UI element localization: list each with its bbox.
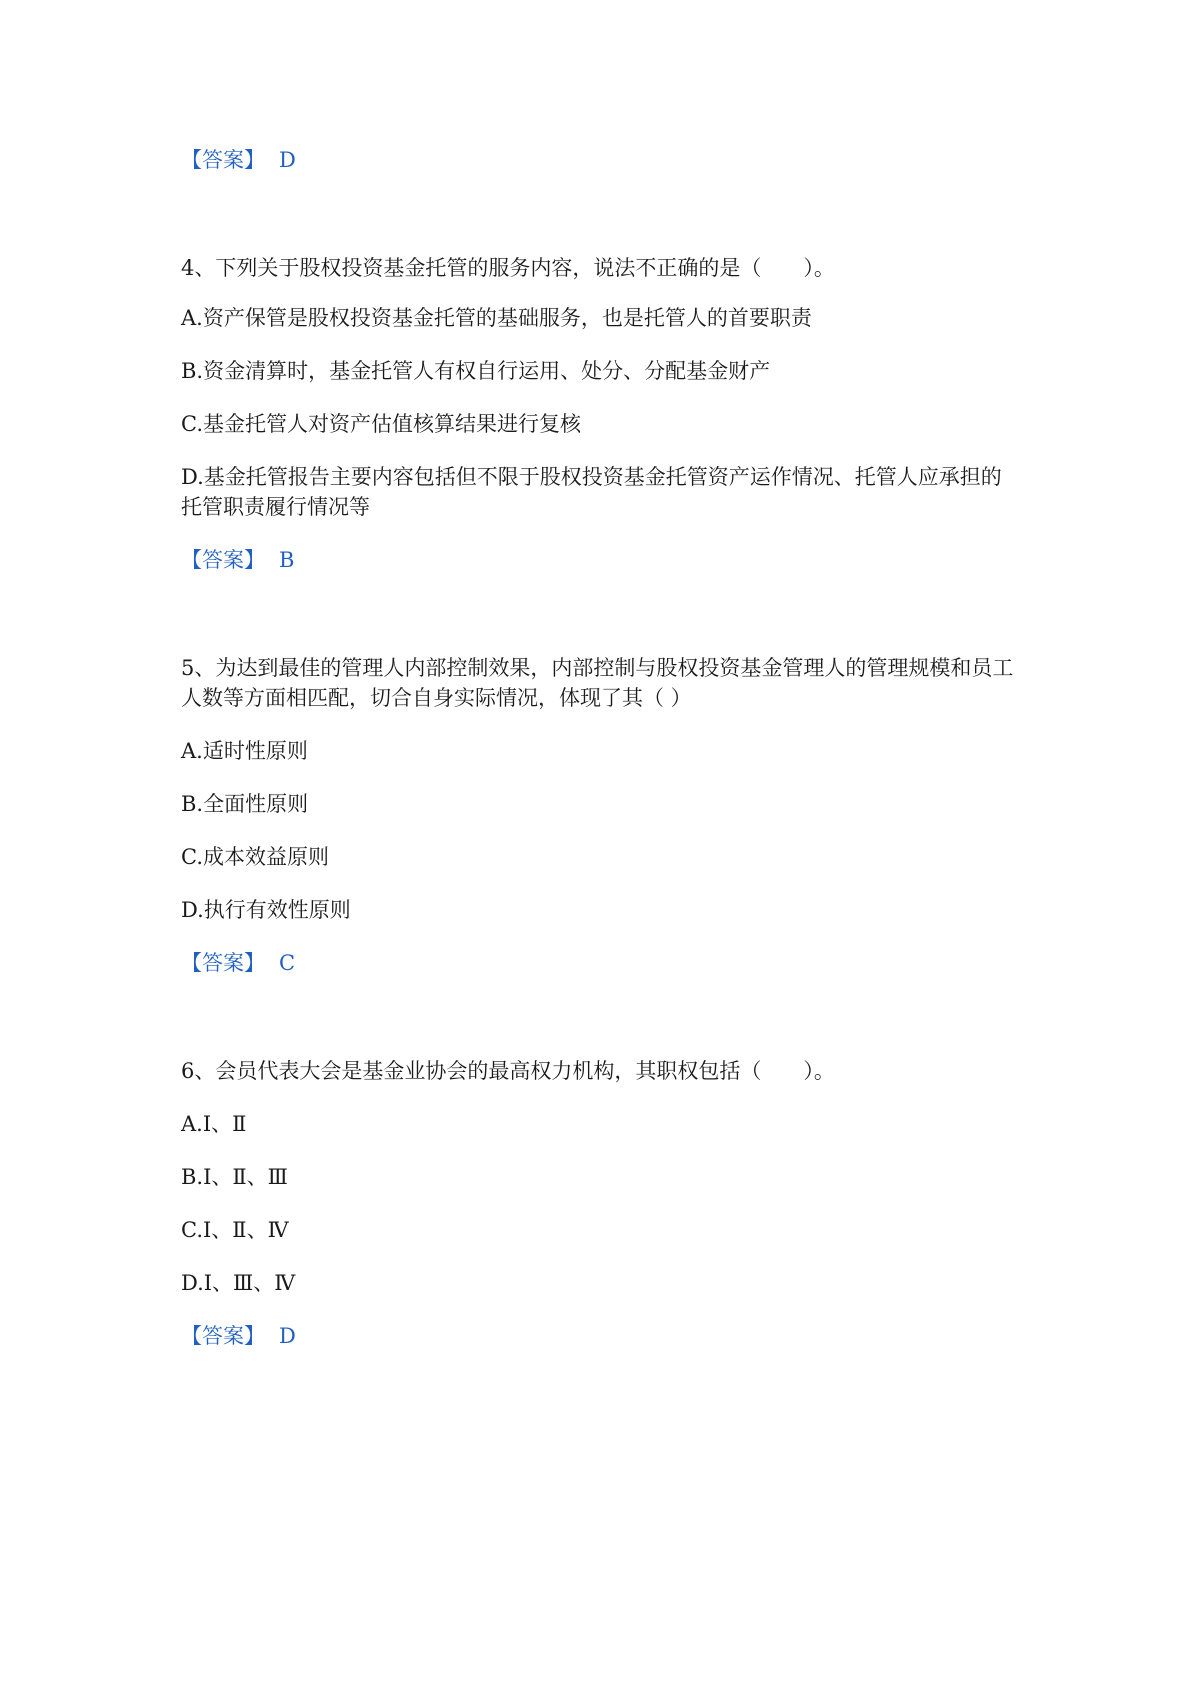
q5-option-c: C.成本效益原则 — [181, 845, 329, 869]
q5-option-d: D.执行有效性原则 — [181, 898, 351, 922]
answer-label: 【答案】 — [181, 148, 265, 172]
answer-value: B — [279, 548, 295, 572]
q4-option-b: B.资金清算时，基金托管人有权自行运用、处分、分配基金财产 — [181, 359, 771, 383]
answer-label: 【答案】 — [181, 1324, 265, 1348]
answer-line-q6 — [181, 1321, 296, 1351]
answer-line-q3 — [181, 145, 296, 175]
q4-option-a: A.资产保管是股权投资基金托管的基础服务，也是托管人的首要职责 — [181, 306, 812, 330]
answer-line-q5 — [181, 948, 295, 978]
q6-option-c: C.Ⅰ、Ⅱ、Ⅳ — [181, 1218, 289, 1242]
question-stem-4: 4、下列关于股权投资基金托管的服务内容，说法不正确的是（ ）。 — [181, 256, 835, 280]
q5-option-a: A.适时性原则 — [181, 739, 308, 763]
answer-value: D — [279, 1324, 296, 1348]
question-stem-6: 6、会员代表大会是基金业协会的最高权力机构，其职权包括（ ）。 — [181, 1059, 835, 1083]
answer-label: 【答案】 — [181, 548, 265, 572]
question-stem-5: 5、为达到最佳的管理人内部控制效果，内部控制与股权投资基金管理人的管理规模和员工人数等方面相匹配，切合自身实际情况，体现了其（ ） — [181, 656, 1014, 710]
q4-option-c: C.基金托管人对资产估值核算结果进行复核 — [181, 412, 581, 436]
q5-option-b: B.全面性原则 — [181, 792, 309, 816]
q6-option-b: B.Ⅰ、Ⅱ、Ⅲ — [181, 1165, 288, 1189]
answer-value: C — [279, 951, 296, 975]
q6-option-a: A.Ⅰ、Ⅱ — [181, 1112, 247, 1136]
answer-value: D — [279, 148, 296, 172]
answer-line-q4 — [181, 545, 294, 575]
answer-label: 【答案】 — [181, 951, 265, 975]
q4-option-d: D.基金托管报告主要内容包括但不限于股权投资基金托管资产运作情况、托管人应承担的托管职责履行情况等 — [181, 465, 1002, 519]
q6-option-d: D.Ⅰ、Ⅲ、Ⅳ — [181, 1271, 296, 1295]
